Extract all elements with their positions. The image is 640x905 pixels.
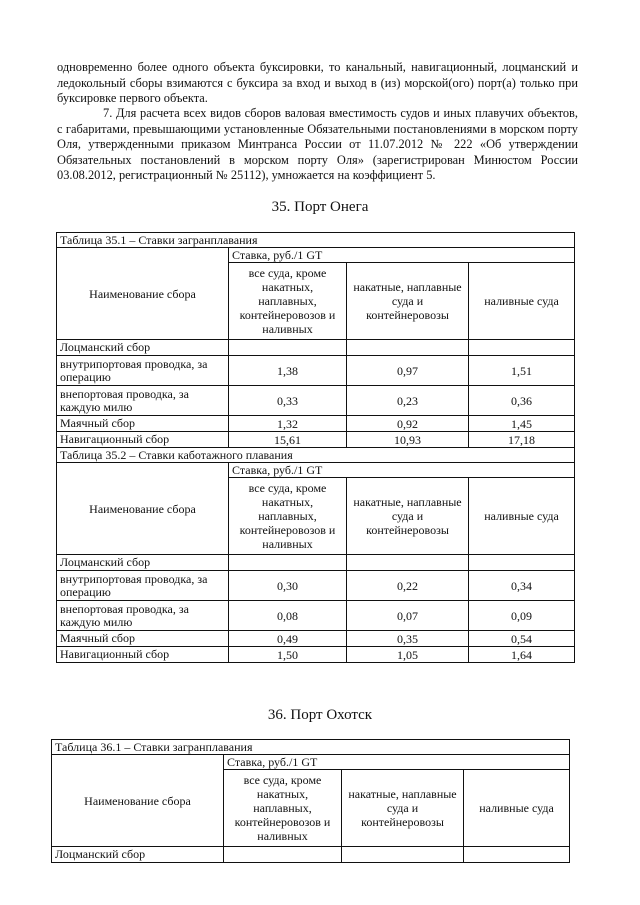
name-column-header: Наименование сбора	[57, 463, 229, 555]
table-row	[57, 631, 575, 647]
column-header-roro: накатные, наплавные суда и контейнеровозы	[347, 263, 469, 340]
row-value: 1,38	[229, 356, 347, 386]
table-row	[52, 847, 570, 863]
table-caption: Таблица 35.1 – Ставки загранплавания	[57, 233, 575, 248]
column-header-roro: накатные, наплавные суда и контейнеровозы	[342, 770, 464, 847]
row-name: внепортовая проводка, за каждую милю	[57, 601, 229, 631]
row-name: внутрипортовая проводка, за операцию	[57, 571, 229, 601]
row-name: Лоцманский сбор	[57, 340, 229, 356]
row-value: 0,08	[229, 601, 347, 631]
table-caption: Таблица 36.1 – Ставки загранплавания	[52, 740, 570, 755]
row-name: Лоцманский сбор	[52, 847, 224, 863]
row-value: 0,22	[347, 571, 469, 601]
table-row	[57, 571, 575, 601]
row-value: 0,30	[229, 571, 347, 601]
rates-table-36	[51, 739, 570, 863]
row-value: 0,97	[347, 356, 469, 386]
row-value: 0,35	[347, 631, 469, 647]
row-value	[469, 555, 575, 571]
column-header-general: все суда, кроме накатных, наплавных, контейнеровозов и наливных	[229, 263, 347, 340]
row-value: 0,34	[469, 571, 575, 601]
row-value	[229, 340, 347, 356]
table-row	[57, 647, 575, 663]
row-value: 0,23	[347, 386, 469, 416]
column-header-general: все суда, кроме накатных, наплавных, контейнеровозов и наливных	[229, 478, 347, 555]
row-value: 15,61	[229, 432, 347, 448]
table-row	[57, 432, 575, 448]
row-value: 1,05	[347, 647, 469, 663]
section-36-heading: 36. Порт Охотск	[267, 707, 373, 723]
unit-header: Ставка, руб./1 GT	[229, 463, 575, 478]
row-value	[464, 847, 570, 863]
row-value: 0,36	[469, 386, 575, 416]
table-row	[57, 416, 575, 432]
row-value: 0,09	[469, 601, 575, 631]
row-value: 17,18	[469, 432, 575, 448]
row-name: внепортовая проводка, за каждую милю	[57, 386, 229, 416]
name-column-header: Наименование сбора	[52, 755, 224, 847]
table-row	[57, 340, 575, 356]
row-value	[224, 847, 342, 863]
table-row	[57, 555, 575, 571]
column-header-general: все суда, кроме накатных, наплавных, контейнеровозов и наливных	[224, 770, 342, 847]
rates-table-35	[56, 232, 575, 663]
row-value: 10,93	[347, 432, 469, 448]
name-column-header: Наименование сбора	[57, 248, 229, 340]
unit-header: Ставка, руб./1 GT	[224, 755, 570, 770]
column-header-tankers: наливные суда	[469, 263, 575, 340]
row-name: Маячный сбор	[57, 631, 229, 647]
row-value: 1,32	[229, 416, 347, 432]
row-value	[469, 340, 575, 356]
row-value: 1,64	[469, 647, 575, 663]
row-name: внутрипортовая проводка, за операцию	[57, 356, 229, 386]
paragraph-item-7: 7. Для расчета всех видов сборов валовая вместимость судов и иных плавучих объектов, с габаритами, превышающими установленные Обязательными постановлениями в морском порту Оля, утвержденными приказом Минтранса России от 11.07.2012 № 222 «Об утверждении Обязательных постановлений в морском порту Оля» (зарегистрирован Минюстом России 03.08.2012, регистрационный № 25112), умножается на коэффициент 5.	[57, 106, 578, 182]
unit-header: Ставка, руб./1 GT	[229, 248, 575, 263]
row-value: 0,92	[347, 416, 469, 432]
row-value: 1,51	[469, 356, 575, 386]
section-35-heading: 35. Порт Онега	[271, 199, 369, 215]
row-name: Маячный сбор	[57, 416, 229, 432]
row-value: 0,07	[347, 601, 469, 631]
row-value	[347, 340, 469, 356]
row-name: Навигационный сбор	[57, 647, 229, 663]
row-value	[342, 847, 464, 863]
row-name: Лоцманский сбор	[57, 555, 229, 571]
column-header-tankers: наливные суда	[469, 478, 575, 555]
table-row	[57, 386, 575, 416]
table-row	[57, 356, 575, 386]
table-caption: Таблица 35.2 – Ставки каботажного плавания	[57, 448, 575, 463]
row-value	[229, 555, 347, 571]
row-name: Навигационный сбор	[57, 432, 229, 448]
row-value: 0,54	[469, 631, 575, 647]
column-header-roro: накатные, наплавные суда и контейнеровозы	[347, 478, 469, 555]
paragraph-towing: одновременно более одного объекта буксировки, то канальный, навигационный, лоцманский и ледокольный сборы взимаются с буксира за вход и выход в (из) морской(ого) порт(а) только при буксировке первого объекта.	[57, 60, 578, 105]
row-value: 1,50	[229, 647, 347, 663]
row-value	[347, 555, 469, 571]
row-value: 1,45	[469, 416, 575, 432]
table-row	[57, 601, 575, 631]
row-value: 0,49	[229, 631, 347, 647]
row-value: 0,33	[229, 386, 347, 416]
column-header-tankers: наливные суда	[464, 770, 570, 847]
